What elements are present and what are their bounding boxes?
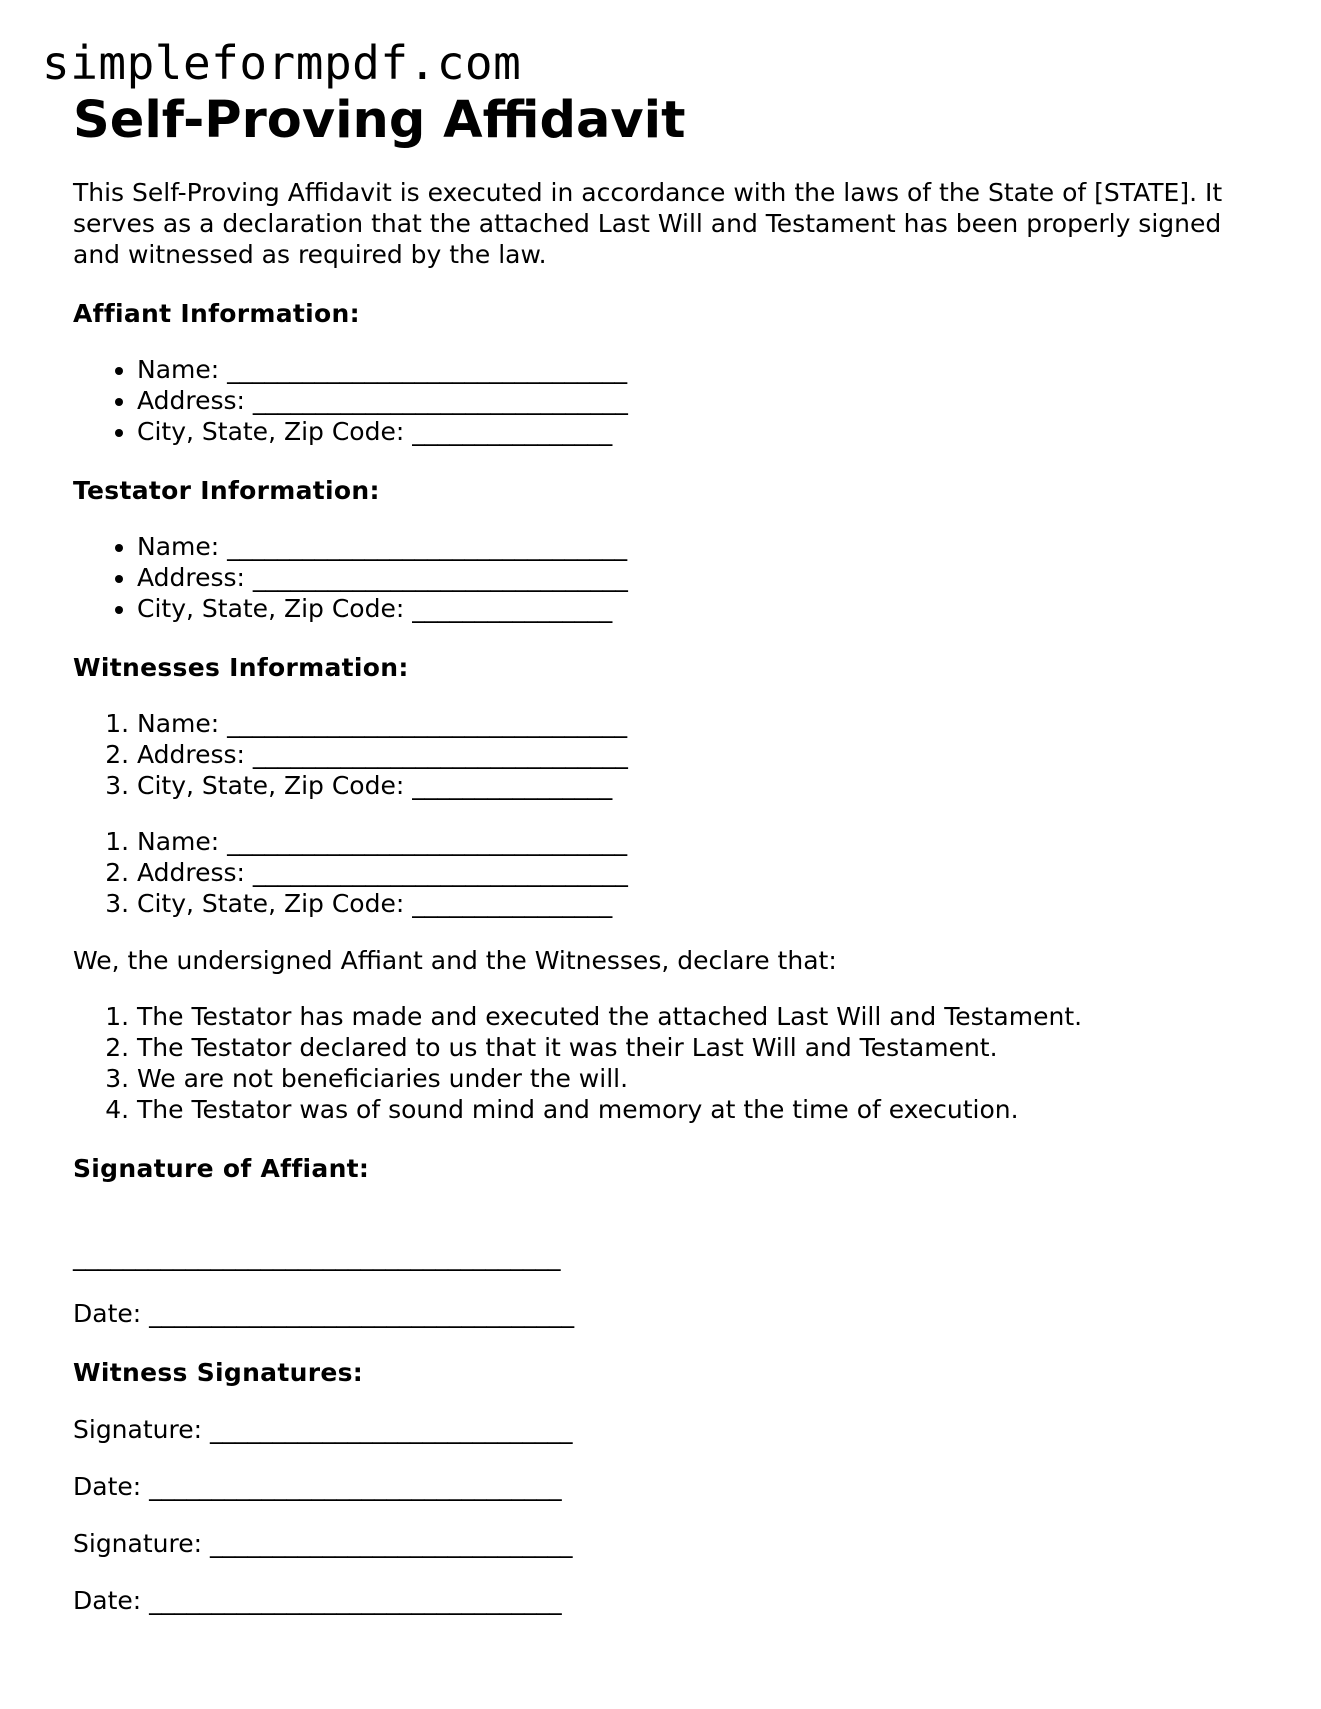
witness-signatures-heading: Witness Signatures: — [73, 1358, 364, 1388]
declaration-item: 1. The Testator has made and executed the attached Last Will and Testament. — [137, 1001, 1253, 1032]
witness-1-address-field[interactable]: 2. Address: ______________________________ — [137, 739, 1253, 770]
testator-city-state-zip-field[interactable]: • City, State, Zip Code: ________________ — [137, 593, 1253, 624]
witness-1-name-field[interactable]: 1. Name: ________________________________ — [137, 708, 1253, 739]
witness-2-date-field[interactable]: Date: _________________________________ — [73, 1586, 562, 1616]
testator-list — [73, 531, 1253, 624]
affiant-date-field[interactable]: Date: __________________________________ — [73, 1299, 575, 1329]
testator-address-field[interactable]: • Address: ______________________________ — [137, 562, 1253, 593]
declaration-list — [73, 1001, 1253, 1125]
witnesses-heading: Witnesses Information: — [73, 653, 409, 683]
affiant-name-field[interactable]: • Name: ________________________________ — [137, 354, 1253, 385]
affiant-heading: Affiant Information: — [73, 299, 360, 329]
witness-2-name-field[interactable]: 1. Name: ________________________________ — [137, 826, 1253, 857]
declaration-item: 4. The Testator was of sound mind and memory at the time of execution. — [137, 1094, 1253, 1125]
intro-paragraph: This Self-Proving Affidavit is executed in accordance with the laws of the State of [STATE]. It serves as a declaration that the attached Last Will and Testament has been properly signed and witnessed as required by the law. — [73, 178, 1223, 270]
document-page — [73, 90, 1253, 1616]
declaration-lead: We, the undersigned Affiant and the Witnesses, declare that: — [73, 946, 837, 976]
affiant-signature-heading: Signature of Affiant: — [73, 1154, 370, 1184]
declaration-item: 2. The Testator declared to us that it was their Last Will and Testament. — [137, 1032, 1253, 1063]
watermark: simpleformpdf.com — [42, 36, 522, 90]
affiant-list — [73, 354, 1253, 447]
witness-1-list — [73, 708, 1253, 801]
declaration-item: 3. We are not beneficiaries under the will. — [137, 1063, 1253, 1094]
witness-1-signature-field[interactable]: Signature: _____________________________ — [73, 1415, 573, 1445]
witness-2-list — [73, 826, 1253, 919]
witness-2-address-field[interactable]: 2. Address: ______________________________ — [137, 857, 1253, 888]
witness-1-city-state-zip-field[interactable]: 3. City, State, Zip Code: ________________ — [137, 770, 1253, 801]
witness-2-city-state-zip-field[interactable]: 3. City, State, Zip Code: ________________ — [137, 888, 1253, 919]
witness-1-date-field[interactable]: Date: _________________________________ — [73, 1472, 562, 1502]
affiant-signature-line[interactable]: _______________________________________ — [73, 1242, 561, 1272]
affiant-city-state-zip-field[interactable]: • City, State, Zip Code: ________________ — [137, 416, 1253, 447]
testator-heading: Testator Information: — [73, 476, 380, 506]
witness-2-signature-field[interactable]: Signature: _____________________________ — [73, 1529, 573, 1559]
testator-name-field[interactable]: • Name: ________________________________ — [137, 531, 1253, 562]
document-title: Self-Proving Affidavit — [73, 91, 686, 150]
affiant-address-field[interactable]: • Address: ______________________________ — [137, 385, 1253, 416]
